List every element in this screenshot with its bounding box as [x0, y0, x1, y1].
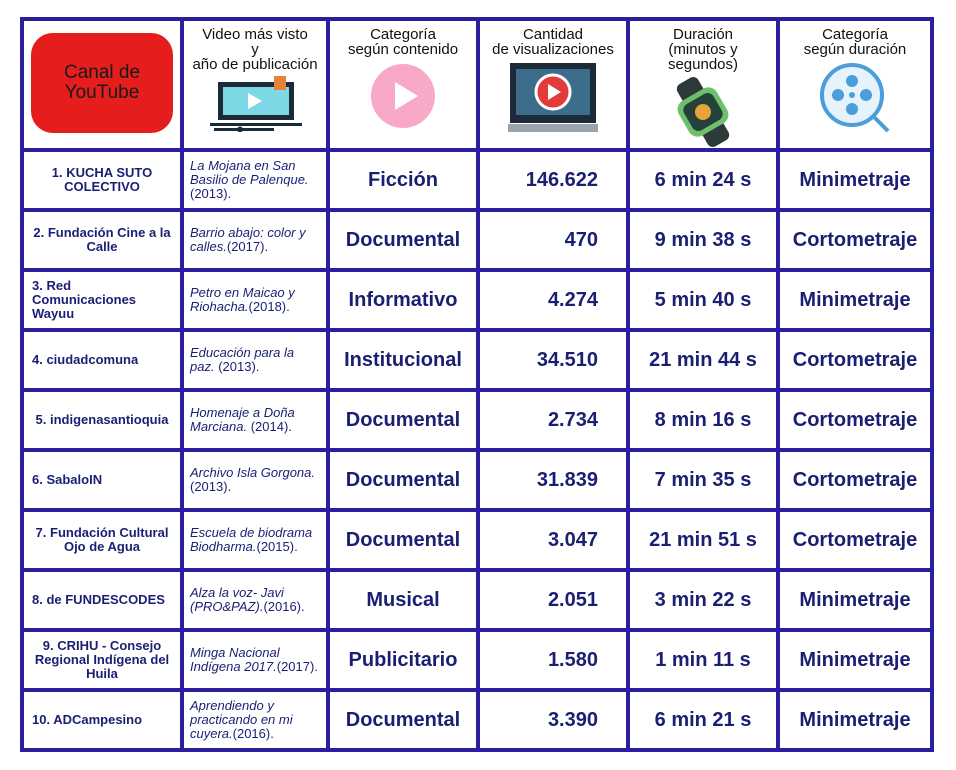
video-cell: [182, 390, 328, 450]
video-title: Alza la voz- Javi (PRO&PAZ).: [190, 585, 284, 614]
table-row: [22, 570, 932, 630]
video-year: (2018).: [248, 299, 290, 314]
channel-cell: 6. SabaloIN: [22, 450, 182, 510]
views-cell: 3.047: [478, 510, 628, 570]
video-title: La Mojana en San Basilio de Palenque.: [190, 158, 309, 187]
table-row: [22, 210, 932, 270]
video-cell: [182, 510, 328, 570]
table-row: [22, 510, 932, 570]
video-cell: [182, 450, 328, 510]
table-row: [22, 450, 932, 510]
channel-cell: 4. ciudadcomuna: [22, 330, 182, 390]
video-title: Aprendiendo y practicando en mi cuyera.: [190, 698, 293, 741]
channel-cell: 5. indigenasantioquia: [22, 390, 182, 450]
duration-cell: 6 min 24 s: [628, 150, 778, 210]
video-title: Educación para la paz.: [190, 345, 295, 374]
youtube-channels-table: [20, 17, 930, 747]
duration-category-cell: Cortometraje: [778, 510, 932, 570]
video-title: Escuela de biodrama Biodharma.: [190, 525, 313, 554]
video-title: Barrio abajo: color y calles.: [190, 225, 306, 254]
views-cell: 146.622: [478, 150, 628, 210]
views-cell: 4.274: [478, 270, 628, 330]
category-cell: Ficción: [328, 150, 478, 210]
category-cell: Musical: [328, 570, 478, 630]
header-duration-category-label: Categoría según duración: [803, 26, 907, 58]
category-cell: Documental: [328, 390, 478, 450]
duration-cell: 21 min 51 s: [628, 510, 778, 570]
video-cell: [182, 210, 328, 270]
video-title: Minga Nacional Indígena 2017.: [190, 645, 280, 674]
views-cell: 2.734: [478, 390, 628, 450]
youtube-logo-icon: [31, 33, 173, 133]
video-year: (2014).: [247, 419, 292, 434]
video-year: (2017).: [226, 239, 269, 254]
views-cell: 34.510: [478, 330, 628, 390]
category-cell: Documental: [328, 210, 478, 270]
views-cell: 470: [478, 210, 628, 270]
duration-category-cell: Cortometraje: [778, 330, 932, 390]
header-channel-label: Canal de YouTube: [63, 62, 141, 103]
video-year: (2016).: [263, 599, 305, 614]
play-screen-icon: [508, 61, 598, 133]
video-title: Homenaje a Doña Marciana.: [190, 405, 295, 434]
channel-cell: 7. Fundación Cultural Ojo de Agua: [22, 510, 182, 570]
table-row: [22, 390, 932, 450]
duration-category-cell: Minimetraje: [778, 270, 932, 330]
header-video: [182, 19, 328, 150]
duration-category-cell: Minimetraje: [778, 150, 932, 210]
channel-cell: 9. CRIHU - Consejo Regional Indígena del Huila: [22, 630, 182, 690]
table-row: [22, 330, 932, 390]
video-year: (2015).: [256, 539, 298, 554]
category-cell: Institucional: [328, 330, 478, 390]
views-cell: 3.390: [478, 690, 628, 750]
video-year: (2017).: [276, 659, 318, 674]
duration-cell: 3 min 22 s: [628, 570, 778, 630]
video-monitor-icon: [200, 76, 310, 132]
duration-category-cell: Cortometraje: [778, 450, 932, 510]
duration-cell: 9 min 38 s: [628, 210, 778, 270]
channel-cell: 10. ADCampesino: [22, 690, 182, 750]
video-year: (2013).: [190, 186, 232, 201]
video-year: (2013).: [190, 479, 232, 494]
duration-category-cell: Cortometraje: [778, 210, 932, 270]
video-cell: [182, 330, 328, 390]
smartwatch-icon: [663, 76, 743, 148]
video-cell: [182, 690, 328, 750]
duration-cell: 21 min 44 s: [628, 330, 778, 390]
video-year: (2016).: [232, 726, 274, 741]
category-cell: Informativo: [328, 270, 478, 330]
category-cell: Publicitario: [328, 630, 478, 690]
header-channel: [22, 19, 182, 150]
duration-category-cell: Minimetraje: [778, 570, 932, 630]
table-row: [22, 630, 932, 690]
video-cell: [182, 270, 328, 330]
video-title: Petro en Maicao y Riohacha.: [190, 285, 295, 314]
duration-category-cell: Minimetraje: [778, 630, 932, 690]
channel-cell: 8. de FUNDESCODES: [22, 570, 182, 630]
video-cell: [182, 570, 328, 630]
views-cell: 31.839: [478, 450, 628, 510]
video-cell: [182, 630, 328, 690]
header-duration-category: [778, 19, 932, 150]
table-row: [22, 150, 932, 210]
views-cell: 1.580: [478, 630, 628, 690]
play-circle-icon: [368, 61, 438, 131]
table-row: [22, 690, 932, 750]
header-duration-label: Duración (minutos y segundos): [667, 26, 739, 73]
views-cell: 2.051: [478, 570, 628, 630]
header-duration: [628, 19, 778, 150]
video-title: Archivo Isla Gorgona.: [190, 465, 316, 480]
duration-cell: 8 min 16 s: [628, 390, 778, 450]
channel-cell: 2. Fundación Cine a la Calle: [22, 210, 182, 270]
channel-cell: 1. KUCHA SUTO COLECTIVO: [22, 150, 182, 210]
header-views: [478, 19, 628, 150]
channel-cell: 3. Red Comunicaciones Wayuu: [22, 270, 182, 330]
header-category-label: Categoría según contenido: [347, 26, 459, 58]
duration-cell: 5 min 40 s: [628, 270, 778, 330]
video-year: (2013).: [214, 359, 260, 374]
duration-cell: 6 min 21 s: [628, 690, 778, 750]
category-cell: Documental: [328, 450, 478, 510]
table-row: [22, 270, 932, 330]
header-category: [328, 19, 478, 150]
duration-category-cell: Cortometraje: [778, 390, 932, 450]
film-reel-icon: [818, 61, 892, 135]
category-cell: Documental: [328, 510, 478, 570]
video-cell: [182, 150, 328, 210]
header-row: [22, 19, 932, 150]
header-views-label: Cantidad de visualizaciones: [492, 26, 614, 58]
duration-cell: 1 min 11 s: [628, 630, 778, 690]
duration-cell: 7 min 35 s: [628, 450, 778, 510]
header-video-label: Video más visto y año de publicación: [192, 26, 318, 73]
category-cell: Documental: [328, 690, 478, 750]
duration-category-cell: Minimetraje: [778, 690, 932, 750]
